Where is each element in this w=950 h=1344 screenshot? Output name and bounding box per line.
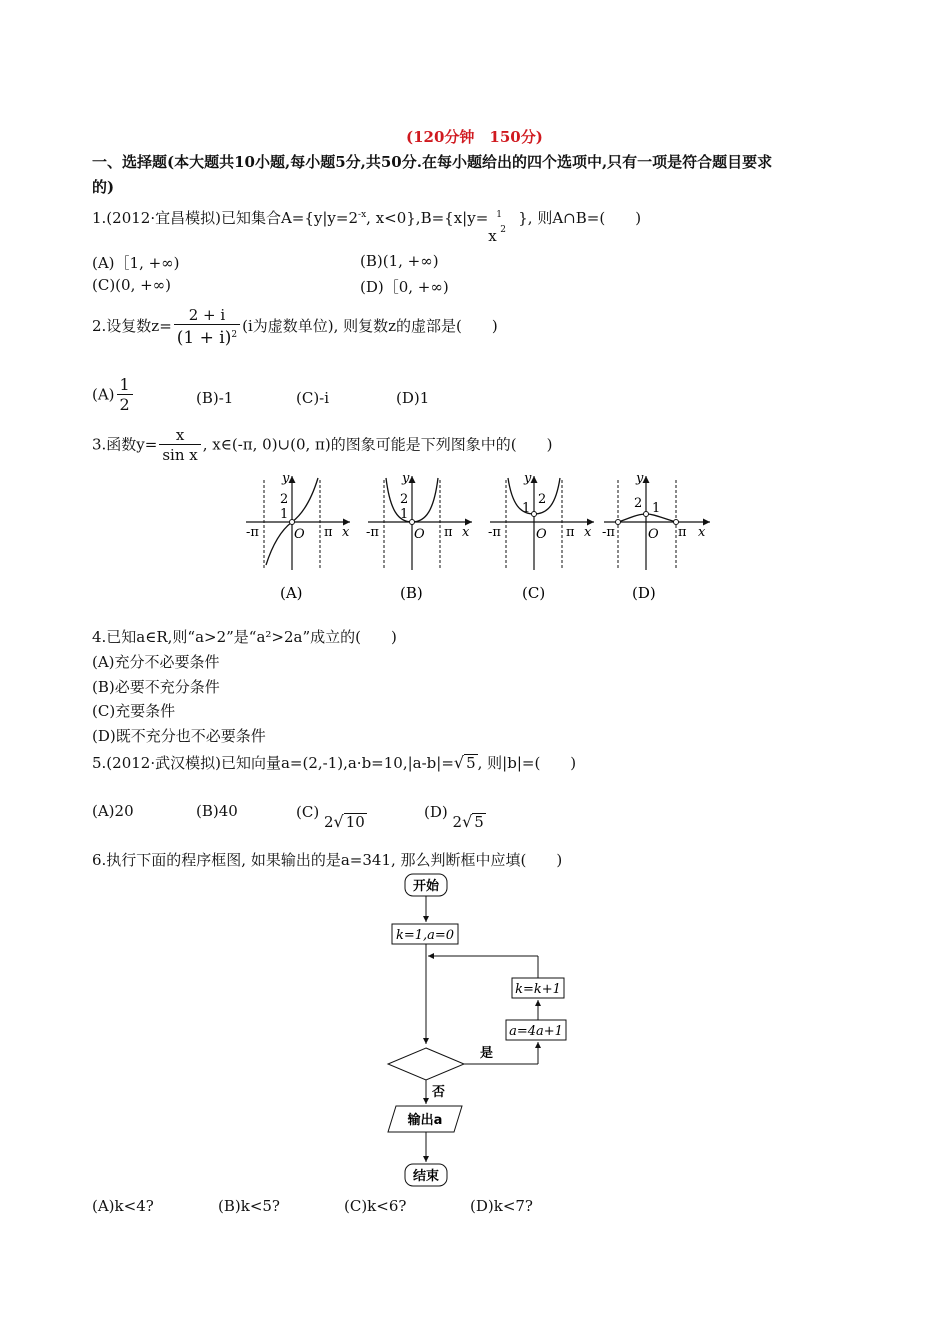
- q2-option-c: (C)-i: [296, 389, 330, 407]
- flow-yes-label: 是: [480, 1046, 494, 1061]
- q5-option-c: (C) 2√ 10: [296, 803, 365, 831]
- q1-option-c: (C)(0, +∞): [92, 276, 172, 294]
- svg-text:-π: -π: [366, 525, 379, 540]
- q5-option-b: (B)40: [196, 802, 238, 820]
- question-6-stem: 6.执行下面的程序框图, 如果输出的是a=341, 那么判断框中应填( ): [92, 851, 563, 869]
- section-heading-cont: 的): [92, 178, 115, 196]
- q4-option-c: (C)充要条件: [92, 702, 176, 720]
- flow-update-a-label: a=4a+1: [509, 1024, 563, 1039]
- q5-option-a: (A)20: [92, 802, 134, 820]
- q5-option-d: (D) 2√ 5: [424, 803, 484, 831]
- q1-option-d: (D)［0, +∞): [360, 278, 449, 296]
- svg-text:O: O: [294, 527, 305, 542]
- svg-text:x: x: [462, 525, 470, 540]
- flow-end-label: 结束: [412, 1169, 440, 1184]
- svg-text:π: π: [444, 525, 453, 540]
- q6-option-c: (C)k<6?: [344, 1197, 407, 1215]
- svg-text:x: x: [584, 525, 592, 540]
- svg-text:O: O: [648, 527, 659, 542]
- svg-text:1: 1: [280, 507, 289, 522]
- svg-text:π: π: [324, 525, 333, 540]
- svg-text:1: 1: [522, 501, 531, 516]
- graph-c: [488, 471, 594, 602]
- question-3-stem: 3.函数y= $\frac{x}{\text{sin x}}$ , x∈(-π, 0)∪(0, π)的图象可能是下列图象中的( ): [92, 426, 553, 464]
- svg-text:π: π: [678, 525, 687, 540]
- question-5-stem: 5.(2012·武汉模拟)已知向量a=(2,-1),a·b=10,|a-b|=√ 5 , 则|b|=( ): [92, 753, 577, 772]
- svg-text:2: 2: [538, 492, 547, 507]
- svg-text:-π: -π: [488, 525, 501, 540]
- svg-text:O: O: [536, 527, 547, 542]
- question-1-stem: 1.(2012·宜昌模拟)已知集合$A=\{y|y=2^{-x}$, x<0},B={x|y= 1 x 2 }, 则A∩B=( ): [92, 209, 642, 245]
- graph-b: [366, 471, 472, 602]
- q2-option-a: (A) $\frac{1}{2}$: [92, 376, 135, 415]
- svg-text:-π: -π: [246, 525, 259, 540]
- q4-option-d: (D)既不充分也不必要条件: [92, 727, 266, 745]
- flow-start-label: 开始: [412, 879, 440, 894]
- q6-option-a: (A)k<4?: [92, 1197, 154, 1215]
- flow-init-label: k=1,a=0: [395, 928, 455, 943]
- section-heading: 一、选择题(本大题共10小题,每小题5分,共50分.在每小题给出的四个选项中,只有一项是符合题目要求: [92, 153, 773, 171]
- y-axis-label: y: [282, 471, 290, 486]
- flowchart: [370, 868, 600, 1198]
- q2-option-d: (D)1: [396, 389, 430, 407]
- question-2-stem: 2.设复数z= $\frac{2 + i}{(1 + i)^2}$ (i为虚数单位), 则复数z的虚部是( ): [92, 306, 498, 348]
- svg-text:π: π: [566, 525, 575, 540]
- x-power-expression: 1 x 2: [488, 210, 506, 245]
- q6-option-d: (D)k<7?: [470, 1197, 533, 1215]
- question-4-stem: 4.已知a∈R,则“a>2”是“a²>2a”成立的( ): [92, 628, 397, 646]
- q4-option-b: (B)必要不充分条件: [92, 678, 220, 696]
- flow-no-label: 否: [432, 1085, 446, 1100]
- q2-option-b: (B)-1: [196, 389, 234, 407]
- graph-caption-d: (D): [632, 584, 656, 602]
- graph-a: [246, 471, 350, 602]
- graph-caption-b: (B): [400, 584, 423, 602]
- graph-caption-c: (C): [522, 584, 546, 602]
- svg-text:O: O: [414, 527, 425, 542]
- svg-text:2: 2: [280, 492, 289, 507]
- svg-text:1: 1: [652, 501, 661, 516]
- svg-text:1: 1: [400, 507, 409, 522]
- q6-option-b: (B)k<5?: [218, 1197, 280, 1215]
- complex-fraction: $\frac{2 + i}{(1 + i)^2}$: [174, 306, 240, 348]
- svg-text:-π: -π: [602, 525, 615, 540]
- svg-text:2: 2: [400, 492, 409, 507]
- q1-option-b: (B)(1, +∞): [360, 252, 439, 270]
- svg-text:2: 2: [634, 496, 643, 511]
- graph-caption-a: (A): [280, 584, 303, 602]
- flow-decision-diamond: [388, 1048, 464, 1080]
- graph-d: [602, 471, 710, 602]
- q4-option-a: (A)充分不必要条件: [92, 653, 220, 671]
- svg-text:y: y: [402, 471, 410, 486]
- svg-text:x: x: [698, 525, 706, 540]
- time-score-header: (120分钟 150分): [406, 128, 543, 146]
- svg-text:y: y: [636, 471, 644, 486]
- q3-graph-options: [240, 470, 720, 610]
- svg-text:x: x: [342, 525, 350, 540]
- flow-update-k-label: k=k+1: [515, 982, 561, 997]
- svg-text:y: y: [524, 471, 532, 486]
- flow-output-label: 输出a: [407, 1113, 443, 1128]
- q1-option-a: (A)［1, +∞): [92, 254, 180, 272]
